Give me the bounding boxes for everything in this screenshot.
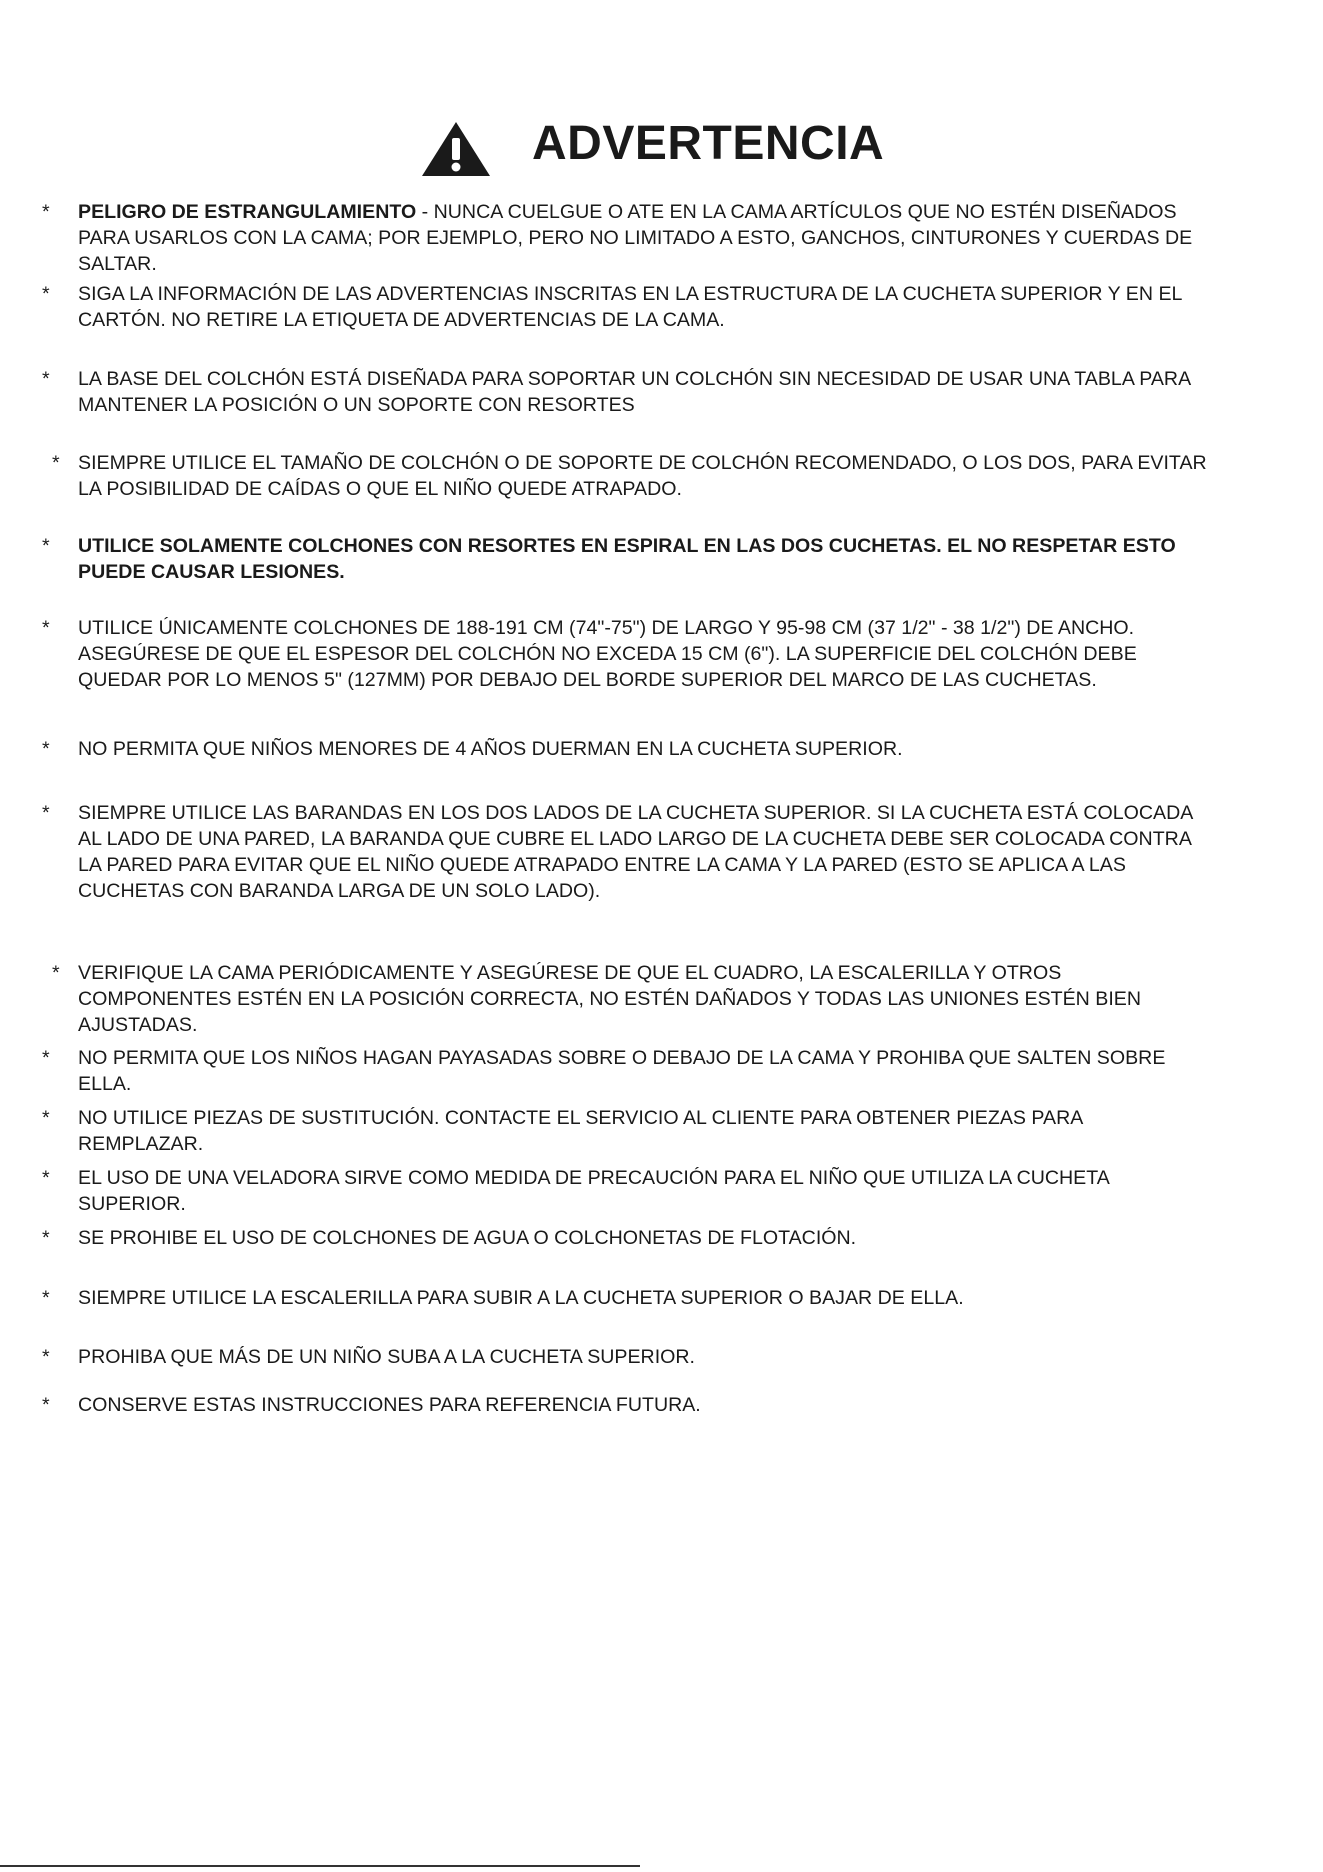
- warning-text: SIEMPRE UTILICE LA ESCALERILLA PARA SUBIR A LA CUCHETA SUPERIOR O BAJAR DE ELLA.: [78, 1287, 964, 1309]
- bullet: *: [52, 452, 60, 474]
- warning-text: CONSERVE ESTAS INSTRUCCIONES PARA REFERENCIA FUTURA.: [78, 1394, 701, 1416]
- page-title: ADVERTENCIA: [532, 117, 885, 170]
- warning-text: LA BASE DEL COLCHÓN ESTÁ DISEÑADA PARA SOPORTAR UN COLCHÓN SIN NECESIDAD DE USAR UNA TABLA PARA MANTENER LA POSICIÓN O UN SOPORTE CON RESORTES: [78, 368, 1192, 416]
- bullet: *: [42, 1107, 50, 1129]
- bullet: *: [42, 201, 50, 223]
- bullet: *: [42, 617, 50, 639]
- warning-body: - NUNCA CUELGUE O ATE EN LA CAMA ARTÍCULOS QUE NO ESTÉN DISEÑADOS PARA USARLOS CON LA CAMA; POR EJEMPLO, PERO NO LIMITADO A ESTO, GANCHOS, CINTURONES Y CUERDAS DE SALTAR.: [78, 201, 1193, 275]
- warning-text: VERIFIQUE LA CAMA PERIÓDICAMENTE Y ASEGÚRESE DE QUE EL CUADRO, LA ESCALERILLA Y OTROS COMPONENTES ESTÉN EN LA POSICIÓN CORRECTA, NO ESTÉN DAÑADOS Y TODAS LAS UNIONES ESTÉN BIEN AJUSTADAS.: [78, 962, 1142, 1036]
- bullet: *: [42, 1227, 50, 1249]
- warning-text: EL USO DE UNA VELADORA SIRVE COMO MEDIDA DE PRECAUCIÓN PARA EL NIÑO QUE UTILIZA LA CUCHETA SUPERIOR.: [78, 1167, 1110, 1215]
- bullet: *: [42, 1047, 50, 1069]
- warning-text: [78, 199, 1308, 277]
- warning-triangle-icon: [420, 120, 492, 178]
- bullet: *: [42, 1167, 50, 1189]
- footer-divider: [0, 1865, 640, 1867]
- warning-text: SIGA LA INFORMACIÓN DE LAS ADVERTENCIAS INSCRITAS EN LA ESTRUCTURA DE LA CUCHETA SUPERIOR Y EN EL CARTÓN. NO RETIRE LA ETIQUETA DE ADVERTENCIAS DE LA CAMA.: [78, 283, 1183, 331]
- warning-text: NO UTILICE PIEZAS DE SUSTITUCIÓN. CONTACTE EL SERVICIO AL CLIENTE PARA OBTENER PIEZAS PARA REMPLAZAR.: [78, 1107, 1084, 1155]
- warning-text: SIEMPRE UTILICE EL TAMAÑO DE COLCHÓN O DE SOPORTE DE COLCHÓN RECOMENDADO, O LOS DOS, PARA EVITAR LA POSIBILIDAD DE CAÍDAS O QUE EL NIÑO QUEDE ATRAPADO.: [78, 452, 1207, 500]
- bullet: *: [42, 1346, 50, 1368]
- bullet: *: [52, 962, 60, 984]
- warning-text: SE PROHIBE EL USO DE COLCHONES DE AGUA O COLCHONETAS DE FLOTACIÓN.: [78, 1227, 857, 1249]
- bullet: *: [42, 283, 50, 305]
- warning-text: NO PERMITA QUE LOS NIÑOS HAGAN PAYASADAS SOBRE O DEBAJO DE LA CAMA Y PROHIBA QUE SALTEN SOBRE ELLA.: [78, 1047, 1166, 1095]
- warning-lead: PELIGRO DE ESTRANGULAMIENTO: [78, 201, 417, 223]
- bullet: *: [42, 368, 50, 390]
- bullet: *: [42, 802, 50, 824]
- bullet: *: [42, 1287, 50, 1309]
- warning-text: NO PERMITA QUE NIÑOS MENORES DE 4 AÑOS DUERMAN EN LA CUCHETA SUPERIOR.: [78, 738, 903, 760]
- warning-header: [0, 112, 1323, 172]
- bullet: *: [42, 535, 50, 557]
- warning-text: UTILICE ÚNICAMENTE COLCHONES DE 188-191 CM (74"-75") DE LARGO Y 95-98 CM (37 1/2" - 38 1/2") DE ANCHO. ASEGÚRESE DE QUE EL ESPESOR DEL COLCHÓN NO EXCEDA 15 CM (6"). LA SUPERFICIE DEL COLCHÓN DEBE QUEDAR POR LO MENOS 5" (127MM) POR DEBAJO DEL BORDE SUPERIOR DEL MARCO DE LAS CUCHETAS.: [78, 617, 1137, 691]
- warning-text: SIEMPRE UTILICE LAS BARANDAS EN LOS DOS LADOS DE LA CUCHETA SUPERIOR. SI LA CUCHETA ESTÁ COLOCADA AL LADO DE UNA PARED, LA BARANDA QUE CUBRE EL LADO LARGO DE LA CUCHETA DEBE SER COLOCADA CONTRA LA PARED PARA EVITAR QUE EL NIÑO QUEDE ATRAPADO ENTRE LA CAMA Y LA PARED (ESTO SE APLICA A LAS CUCHETAS CON BARANDA LARGA DE UN SOLO LADO).: [78, 802, 1194, 902]
- warning-text: UTILICE SOLAMENTE COLCHONES CON RESORTES EN ESPIRAL EN LAS DOS CUCHETAS. EL NO RESPETAR ESTO PUEDE CAUSAR LESIONES.: [78, 535, 1176, 583]
- bullet: *: [42, 1394, 50, 1416]
- warning-text: PROHIBA QUE MÁS DE UN NIÑO SUBA A LA CUCHETA SUPERIOR.: [78, 1346, 695, 1368]
- bullet: *: [42, 738, 50, 760]
